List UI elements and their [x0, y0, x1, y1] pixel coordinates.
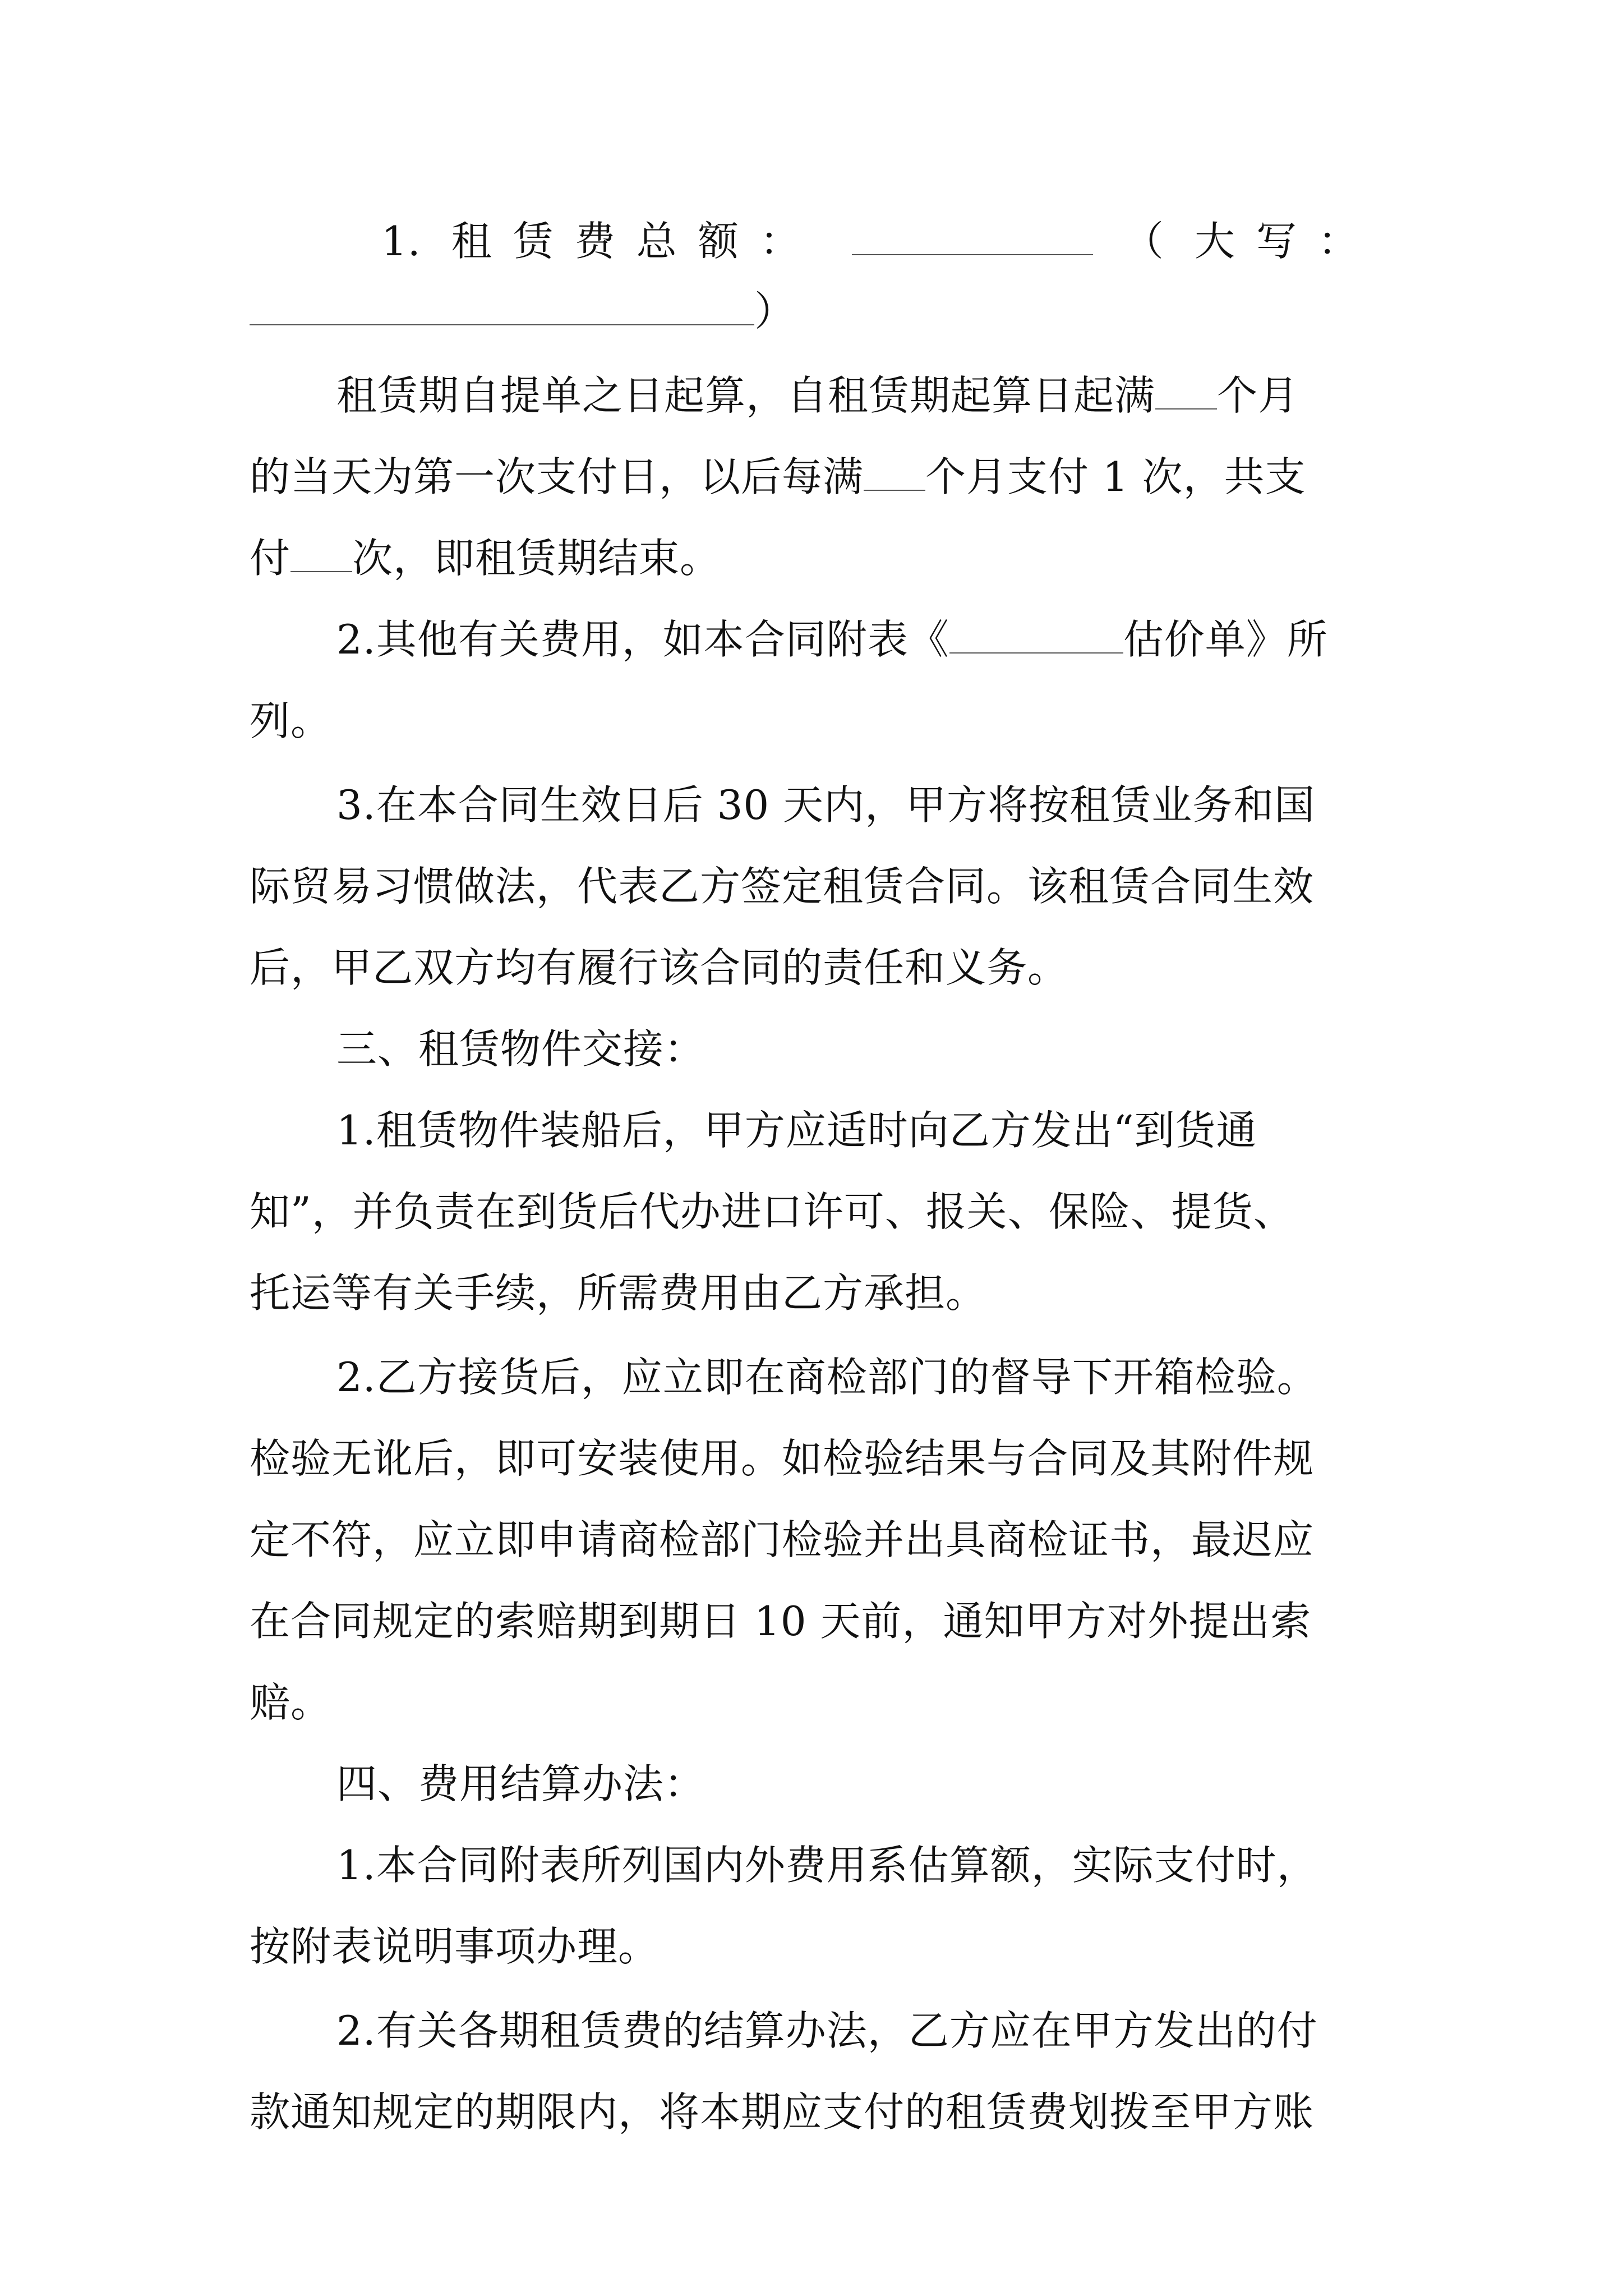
item3-line-2: 际贸易习惯做法，代表乙方签定租赁合同。该租赁合同生效: [250, 863, 1315, 910]
capital-amount-blank: [250, 285, 754, 325]
months-blank-2: [864, 450, 925, 491]
s4-item1-line-1: 1.本合同附表所列国内外费用系估算额，实际支付时，: [336, 1842, 1318, 1889]
s4-item2-line-1: 2.有关各期租赁费的结算办法，乙方应在甲方发出的付: [336, 2007, 1318, 2054]
term-text-1a: 租赁期自提单之日起算，自租赁期起算日起满: [336, 372, 1156, 419]
term-line-2: [250, 449, 1382, 505]
item2-text-1a: 2.其他有关费用，如本合同附表《: [336, 616, 949, 663]
section4-title: 四、费用结算办法：: [336, 1760, 706, 1807]
item3-line-3: 后，甲乙双方均有履行该合同的责任和义务。: [250, 944, 1069, 991]
term-line-1: [336, 367, 1385, 424]
months-blank-1: [1155, 369, 1217, 409]
term-text-2b: 个月支付 1 次，共支: [925, 453, 1306, 500]
term-text-3b: 次，即租赁期结束。: [352, 535, 721, 582]
section3-title: 三、租赁物件交接：: [336, 1025, 706, 1073]
paren-close: ）: [754, 288, 796, 335]
times-blank: [291, 532, 352, 572]
term-text-2a: 的当天为第一次支付日，以后每满: [250, 453, 864, 500]
s4-item1-line-2: 按附表说明事项办理。: [250, 1923, 660, 1970]
item2-line-1: [336, 611, 1385, 668]
paren-open: （: [1123, 218, 1164, 265]
s3-item1-line-2: 知”，并负责在到货后代办进口许可、报关、保险、提货、: [250, 1188, 1294, 1235]
estimate-name-blank: [949, 613, 1123, 654]
term-text-1b: 个月: [1217, 372, 1299, 419]
item-number: 1.: [381, 218, 421, 265]
capital-amount-line: [250, 283, 1382, 339]
item3-line-1: 3.在本合同生效日后 30 天内，甲方将按租赁业务和国: [336, 781, 1316, 829]
capital-amount-label: 大写：: [1194, 218, 1380, 265]
rental-total-label: 租赁费总额：: [451, 218, 822, 265]
s3-item2-line-3: 定不符，应立即申请商检部门检验并出具商检证书，最迟应: [250, 1516, 1315, 1563]
item2-line-2: 列。: [250, 697, 332, 744]
s3-item2-line-2: 检验无讹后，即可安装使用。如检验结果与合同及其附件规: [250, 1435, 1315, 1482]
item2-text-1b: 估价单》所: [1123, 616, 1328, 663]
s3-item2-line-4: 在合同规定的索赔期到期日 10 天前，通知甲方对外提出索: [250, 1598, 1312, 1645]
s3-item1-line-3: 托运等有关手续，所需费用由乙方承担。: [250, 1269, 987, 1317]
rental-total-blank: [852, 215, 1093, 255]
term-line-3: [250, 530, 1382, 586]
s4-item2-line-2: 款通知规定的期限内，将本期应支付的租赁费划拨至甲方账: [250, 2088, 1315, 2136]
rental-total-line: [381, 213, 1380, 269]
term-text-3a: 付: [250, 535, 291, 582]
s3-item2-line-1: 2.乙方接货后，应立即在商检部门的督导下开箱检验。: [336, 1354, 1318, 1401]
s3-item1-line-1: 1.租赁物件装船后，甲方应适时向乙方发出“到货通: [336, 1107, 1257, 1154]
s3-item2-line-5: 赔。: [250, 1679, 332, 1726]
